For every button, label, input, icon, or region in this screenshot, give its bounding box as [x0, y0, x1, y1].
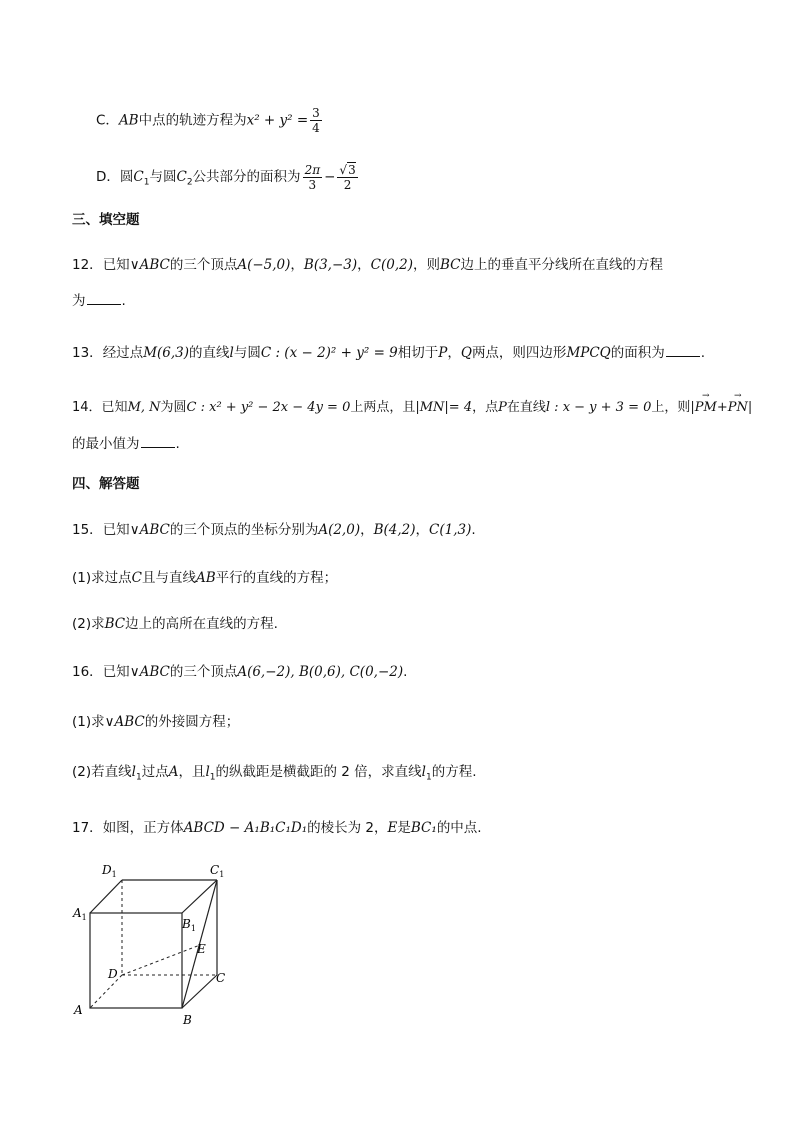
- question-text: 过点: [141, 764, 169, 780]
- edge-bc: [182, 975, 217, 1008]
- question-text: 为: [72, 293, 86, 309]
- option-text: 圆: [119, 169, 134, 185]
- question-16-part2: [72, 762, 477, 788]
- triangle: ∨ABC: [129, 522, 170, 538]
- point-c: C(1,3): [429, 522, 472, 538]
- question-text: ，则: [413, 257, 440, 273]
- question-number: 17．: [72, 820, 103, 836]
- circle-c1: C: [133, 169, 144, 185]
- question-text: 的外接圆方程；: [144, 714, 240, 730]
- cube-figure: [60, 860, 260, 1030]
- abs-bar: |: [690, 400, 695, 415]
- line-l: l: [229, 345, 234, 361]
- question-number: 15．: [72, 522, 103, 538]
- plus-sign: +: [716, 400, 728, 415]
- point-a: A(−5,0): [237, 257, 291, 273]
- question-number: 16．: [72, 664, 103, 680]
- label-c: C: [216, 971, 226, 985]
- question-text: 上，则: [651, 400, 691, 415]
- triangle: ∨ABC: [129, 664, 170, 680]
- point-p: P: [438, 345, 448, 361]
- line-l1: l: [421, 764, 426, 780]
- question-number: 14．: [72, 400, 102, 415]
- option-text: 中点的轨迹方程为: [138, 112, 247, 129]
- line-l1: l: [131, 764, 136, 780]
- question-text: (1)求过点: [72, 570, 132, 586]
- label-d: D: [108, 967, 118, 981]
- point-q: Q: [460, 345, 472, 361]
- label-d1: $D_1$: [102, 863, 117, 879]
- option-text: 公共部分的面积为: [192, 169, 301, 185]
- minus-sign: −: [324, 169, 336, 185]
- point-e: E: [387, 820, 398, 836]
- fraction: [310, 106, 322, 135]
- question-text: 已知: [102, 522, 130, 538]
- point-c: C: [131, 570, 142, 586]
- question-text: 边上的垂直平分线所在直线的方程: [460, 257, 664, 273]
- question-text: 的三个顶点的坐标分别为: [169, 522, 319, 538]
- subscript: 1: [209, 772, 216, 783]
- question-13: [72, 342, 705, 363]
- question-text: 的直线: [189, 345, 230, 361]
- question-number: 12．: [72, 257, 103, 273]
- numerator: 2π: [304, 162, 321, 177]
- segment-ab: AB: [118, 112, 139, 129]
- section-heading: 四、解答题: [72, 476, 140, 492]
- question-text: 的三个顶点: [169, 664, 238, 680]
- question-15-part2: [72, 614, 278, 634]
- period: .: [121, 293, 126, 309]
- subscript: 2: [186, 177, 193, 188]
- separator: ，: [357, 257, 371, 273]
- label-a: A: [74, 1003, 83, 1017]
- segment-bc1: BC₁: [410, 820, 437, 836]
- section-heading: 三、填空题: [72, 212, 140, 228]
- segment-ab: AB: [195, 570, 216, 586]
- question-text: 的方程.: [431, 764, 477, 780]
- denominator: 3: [308, 177, 317, 192]
- denominator: 2: [343, 178, 352, 192]
- question-16: [72, 662, 407, 682]
- question-text: 已知: [102, 257, 130, 273]
- question-number: 13．: [72, 345, 103, 361]
- period: .: [175, 436, 180, 452]
- line-equation: l : x − y + 3 = 0: [545, 400, 652, 415]
- question-text: 两点，则四边形: [471, 345, 567, 361]
- point-p: P: [498, 400, 507, 415]
- point-a: A(2,0): [318, 522, 361, 538]
- question-text: (2)求: [72, 616, 105, 632]
- separator: ，: [447, 345, 461, 361]
- question-text: 已知: [101, 400, 128, 415]
- answer-blank[interactable]: [141, 433, 175, 448]
- line-l1: l: [205, 764, 210, 780]
- circle-equation: C : (x − 2)² + y² = 9: [260, 345, 398, 361]
- question-text: 是: [397, 820, 411, 836]
- circle-equation: C : x² + y² − 2x − 4y = 0: [186, 400, 351, 415]
- numerator: √3: [339, 163, 356, 177]
- label-c1: $C_1$: [210, 863, 225, 879]
- question-text: (1)求: [72, 714, 105, 730]
- question-text: 如图，正方体: [102, 820, 184, 836]
- triangle: ∨ABC: [129, 257, 170, 273]
- circle-c2: C: [176, 169, 187, 185]
- label-a1: $A_1$: [73, 906, 87, 922]
- question-text: 相切于: [397, 345, 439, 361]
- quadrilateral: MPCQ: [566, 345, 611, 361]
- question-text: 在直线: [506, 400, 546, 415]
- option-text: 与圆: [149, 169, 177, 185]
- label-e: E: [197, 942, 206, 956]
- subscript: 1: [135, 772, 142, 783]
- segment-bc: BC: [440, 257, 461, 273]
- question-text: 的棱长为 2，: [307, 820, 388, 836]
- fraction: [337, 162, 357, 192]
- option-label: D．: [96, 169, 120, 185]
- question-14-line2: [72, 433, 180, 454]
- point-b: B(4,2): [373, 522, 416, 538]
- question-15-part1: [72, 568, 337, 588]
- point-m: M(6,3): [143, 345, 190, 361]
- segment-bc: BC: [104, 616, 126, 632]
- question-text: ，点: [472, 400, 499, 415]
- period: .: [700, 345, 706, 361]
- segment-de: [122, 945, 200, 975]
- question-text: 与圆: [233, 345, 261, 361]
- chord-length: |MN|= 4: [415, 400, 473, 415]
- question-text: 的纵截距是横截距的 2 倍，求直线: [215, 764, 422, 780]
- question-text: 平行的直线的方程；: [215, 570, 338, 586]
- answer-blank[interactable]: [666, 342, 700, 357]
- question-text: 已知: [102, 664, 130, 680]
- question-text: (2)若直线: [72, 764, 132, 780]
- question-text: 为圆: [160, 400, 187, 415]
- question-text: 边上的高所在直线的方程.: [125, 616, 278, 632]
- separator: ，: [290, 257, 304, 273]
- vector-pn: → PN: [728, 398, 748, 418]
- vector-pm: → PM: [695, 398, 717, 418]
- option-d: [96, 162, 360, 193]
- points: A(6,−2), B(0,6), C(0,−2): [237, 664, 404, 680]
- question-text: 的最小值为: [72, 436, 140, 452]
- question-16-part1: [72, 712, 239, 732]
- question-text: ，且: [178, 764, 206, 780]
- points-mn: M, N: [127, 400, 161, 415]
- option-c: [96, 106, 324, 135]
- question-12: [72, 255, 663, 275]
- cube-name: ABCD − A₁B₁C₁D₁: [183, 820, 308, 836]
- question-14: [72, 398, 752, 418]
- edge-b1c1: [182, 880, 217, 913]
- question-text: 上两点，且: [350, 400, 416, 415]
- point-b: B(3,−3): [303, 257, 358, 273]
- label-b: B: [183, 1013, 192, 1027]
- question-text: 的面积为: [610, 345, 665, 361]
- triangle: ∨ABC: [104, 714, 145, 730]
- question-15: [72, 520, 476, 540]
- denominator: 4: [312, 121, 320, 135]
- period: .: [471, 522, 476, 538]
- point-c: C(0,2): [370, 257, 413, 273]
- radicand: 3: [348, 163, 356, 177]
- question-text: 的中点.: [436, 820, 482, 836]
- separator: ，: [415, 522, 430, 538]
- subscript: 1: [426, 772, 432, 783]
- subscript: 1: [143, 177, 150, 188]
- option-label: C．: [96, 112, 119, 129]
- question-text: 且与直线: [141, 570, 196, 586]
- separator: ，: [360, 522, 374, 538]
- fraction: [303, 163, 323, 192]
- numerator: 3: [312, 106, 320, 120]
- period: .: [403, 664, 408, 680]
- equation: x² + y² =: [246, 112, 309, 129]
- question-text: 的三个顶点: [169, 257, 238, 273]
- question-text: 经过点: [102, 345, 144, 361]
- label-b1: $B_1$: [182, 917, 196, 933]
- abs-bar: |: [747, 400, 753, 415]
- edge-a1d1: [90, 880, 122, 913]
- answer-blank[interactable]: [87, 290, 121, 305]
- question-17: [72, 818, 482, 838]
- point-a: A: [168, 764, 179, 780]
- question-12-line2: [72, 290, 126, 311]
